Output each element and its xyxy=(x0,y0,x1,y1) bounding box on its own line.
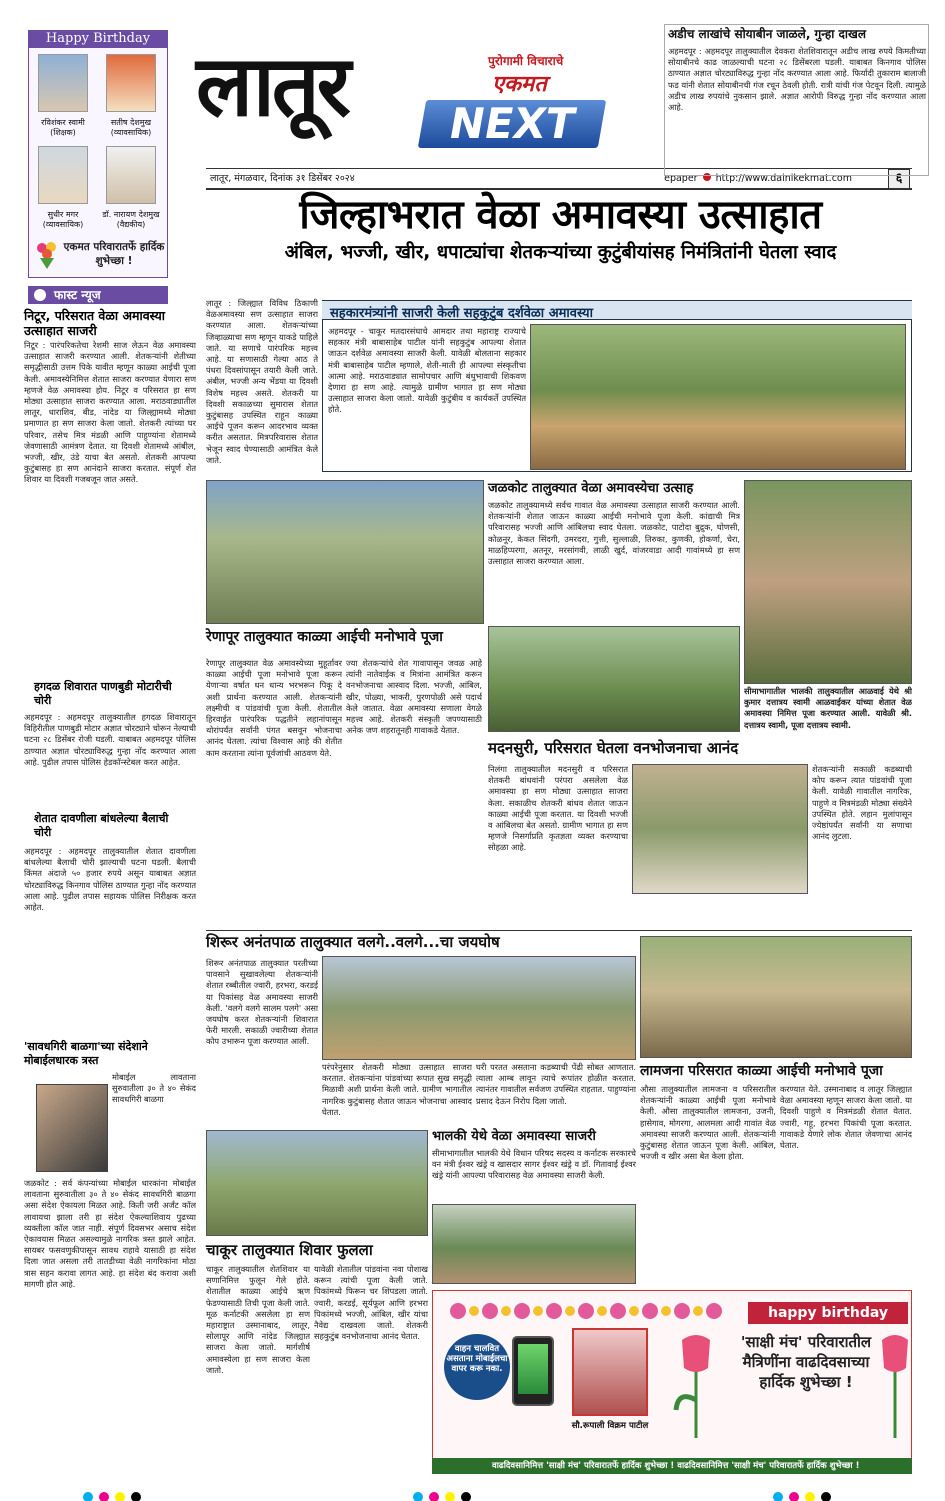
portrait-photo xyxy=(572,1328,648,1416)
person-name: सौ.रूपाली विक्रम पाटील xyxy=(571,1421,649,1431)
phone-photo xyxy=(36,1084,108,1172)
fast-news-header: फास्ट न्यूज xyxy=(28,286,168,304)
color-dot-icon xyxy=(789,1492,799,1501)
person-name: सतीष देशमुख (व्यावसायिक) xyxy=(110,118,152,137)
story-body: घरी परतत असताना कडब्याची पेंढी सोबत आणतात. त्याला आम्ब लावून त्याचे रूपांतर होळीत करतात. त्यानंतर गावातील सर्वजण उपस्थित राहतात. पाहुण्यांना प्रसाद देऊन निरोप दिला जातो. xyxy=(476,1062,636,1106)
story-headline: मदनसुरी, परिसरात घेतला वनभोजनाचा आनंद xyxy=(488,739,739,757)
story-body: निलंगा तालुक्यातील मदनसुरी व परिसरात शेतकरी बांधवांनी परंपरा असलेला वेळ अमावस्या हा सण मोठ्या उत्साहात साजरा केला. सकाळीच शेतकरी बांधव शेतात जाऊन काळ्या आईची पूजा करतात. या दिवशी भज्जी व आंबिलचा बेत असतो. ग्रामीण भागात हा सण म्हणजे निसर्गाप्रति कृतज्ञता व्यक्त करण्याचा सोहळा आहे. xyxy=(488,764,628,853)
story-body-continued xyxy=(632,896,808,928)
flower-bouquet-icon xyxy=(34,240,60,270)
story-body: औसा तालुक्यातील लामजना व परिसरातील शेतकऱ्यांनी काळ्या आईची पूजा मनोभावे केली. औसा तालुक्यातील लामजना, उजनी, हासेगाव, मोगरगा, आलमला आदी गावांत वेळ अमावस्या साजरी करण्यात आली. शेतकऱ्यांनी कुटुंबासह शेतात जाऊन पूजा केली. आंबिल, भज्जी व खीर असा बेत केला होता. xyxy=(640,1084,776,1162)
story-headline: रेणापूर तालुक्यात काळ्या आईची मनोभावे पूजा xyxy=(206,629,443,645)
color-dot-icon xyxy=(83,1492,93,1501)
story-body: अहमदपूर : अहमदपूर तालुक्यातील देवकरा शेतशिवारातून अडीच लाख रुपये किमतीच्या सोयाबीनचे काढ जाळल्याची घटना २८ डिसेंबरला घडली. याबाबत किनगाव पोलिस ठाण्यात अज्ञात चोरट्याविरुद्ध गुन्हा नोंद करण्यात आला आहे. फिर्यादी तुकाराम बालाजी फड यांनी शेतात सोयाबीनची गंज रचून ठेवली होती. रात्री यांची गंज पेटवून दिली. त्यामुळे अडीच लाख रुपयांचे नुकसान झाले. अज्ञात आरोपी विरुद्ध गुन्हा नोंद करण्यात आला आहे. xyxy=(668,46,926,113)
story-body-top: मोबाईल लावताना सुरुवातीला ३० ते ४० सेकंद सावधगिरी बाळगा xyxy=(112,1072,196,1105)
story-headline: भालकी येथे वेळा अमावस्या साजरी xyxy=(432,1129,596,1144)
story-headline: लामजना परिसरात काळ्या आईची मनोभावे पूजा xyxy=(640,1063,883,1079)
news-photo xyxy=(206,480,484,624)
story-body: जळकोट तालुक्यामध्ये सर्वच गावात वेळ अमावस्या उत्साहात साजरी करण्यात आली. शेतकऱ्यांनी शेतात जाऊन काळ्या आईची मनोभावे पूजा केली. कांद्याची मित्र परिवारासह भज्जी आणि आंबिलचा स्वाद घेतला. जळकोट, पाटोदा बुद्रुक, घोणसी, कोळनूर, केकत सिंदगी, उमरदरा, गुत्ती, सुल्लाळी, तिरुका, कुणकी, होकर्णा, चेरा, माळहिप्परगा, अतनूर, मरसांगवी, लाळी खुर्द, वांजरवाडा आदी गावांमध्ये हा सण उत्साहात साजरा करण्यात आला. xyxy=(488,500,740,567)
story-headline: सहकारमंत्र्यांनी साजरी केली सहकुटुंब दर्शवेळा अमावस्या xyxy=(322,300,912,320)
color-dot-icon xyxy=(115,1492,125,1501)
news-photo xyxy=(530,324,906,470)
story-headline: हगदळ शिवारात पाणबुडी मोटारीची चोरी xyxy=(34,680,172,707)
story-body: ज्या शेतकऱ्यांचे शेत गावापासून जवळ आहे त्यांनी नातेवाईक व मित्रांना आमंत्रित करून वनभोजनाचा आस्वाद दिला. भज्जी, आंबिल, खीर, पोळ्या, भाकरी, पुरणपोळी असे पदार्थ केले जातात. वेळा अमावस्या सणाला वेगळे महत्त्व आहे. शेतकरी संस्कृती जपण्यासाठी अनेक जण शहरातूनही गावाकडे येतात. xyxy=(346,658,482,736)
color-dot-icon xyxy=(773,1492,783,1501)
masthead-lokmat-logo: एकमत xyxy=(492,71,547,97)
mobile-phone-icon xyxy=(512,1336,554,1406)
color-dot-icon xyxy=(429,1492,439,1501)
story-body: जळकोट : सर्व कंपन्यांच्या मोबाईल धारकांना मोबाईल लावताना सुरुवातीला ३० ते ४० सेकंद सावधगिरी बाळगा असा संदेश ऐकायला मिळत आहे. किती जरी अर्जंट कॉल लावायचा झाला तरी हा संदेश ऐकल्याशिवाय पुढच्या व्यक्तीला कॉल जात नाही. संपूर्ण दिवसभर असाच संदेश ऐकावयास मिळत असल्यामुळे नागरिक त्रस्त झाले आहेत. सायबर फसवणुकीपासून सावध राहावे यासाठी हा संदेश दिला जात असला तरी तातडीच्या वेळी नागरिकांना मोठा त्रास सहन करावा लागत आहे. हा संदेश बंद करावा अशी मागणी होत आहे. xyxy=(24,1178,196,1289)
tulip-flower-icon xyxy=(878,1330,912,1440)
left-sidebar xyxy=(0,0,198,1501)
print-registration-strip xyxy=(0,1484,945,1501)
story-body: यावेळी शेतातील पांडवांना नवा पोशाख करून त्यांची पूजा केली जाते. पिकांमध्ये फिरून चर शिंपडला जातो. ज्वारी, करडई, सूर्यफूल आणि हरभरा पिकांमध्ये भज्जी, आंबिल, खीर यांचा नैवेद्य दाखवला जातो. शेतकरी सहकुटुंब वनभोजनाचा आनंद घेतात. xyxy=(314,1264,428,1342)
portrait-photo xyxy=(38,146,88,204)
story-body: करण्यात येते. उस्मानाबाद व लातूर जिल्ह्यात वेळा अमावस्या म्हणून साजरा केला जातो. या दिवशी पाहुणे व मित्रमंडळी शेतात येतात. ज्वारी, गहू, हरभरा पिकांची पूजा करतात. गावाकडे येणारे लोक शेतात जेवणाचा आनंद घेतात. xyxy=(780,1084,912,1151)
flower-border-icon xyxy=(446,1300,726,1322)
news-photo xyxy=(432,1204,636,1284)
color-dot-icon xyxy=(805,1492,815,1501)
road-safety-badge: वाहन चालवित असताना मोबाईलचा वापर करू नका. xyxy=(444,1334,510,1400)
portrait-photo xyxy=(38,54,88,112)
page-number: ६ xyxy=(888,169,910,189)
portrait-photo xyxy=(106,146,156,204)
story-body: शेतकऱ्यांनी सकाळी कडब्याची कोप करून त्यात पांडवांची पूजा केली. यावेळी गावातील नागरिक, पाहुणे व मित्रमंडळी मोठ्या संख्येने उपस्थित होते. लहान मुलांपासून ज्येष्ठांपर्यंत सर्वांनी या सणाचा आनंद लुटला. xyxy=(812,764,912,842)
color-dot-icon xyxy=(461,1492,471,1501)
news-photo xyxy=(322,956,636,1060)
story-body: सीमाभागातील भालकी येथे विधान परिषद सदस्य व कर्नाटक सरकारचे वन मंत्री ईश्वर खंड्रे व खासदार सागर ईश्वर खंड्रे व डॉ. गितावाई ईश्वर खंड्रे यांनी आपल्या परिवारासह वेळ अमावस्या साजरी केली. xyxy=(432,1148,636,1181)
story-body: अहमदपूर : अहमदपूर तालुक्यातील शेतात दावणीला बांधलेल्या बैलाची चोरी झाल्याची घटना घडली. बैलाची किंमत अंदाजे ५० हजार रुपये असून याबाबत अज्ञात चोरट्याविरुद्ध किनगाव पोलिस ठाण्यात गुन्हा नोंद करण्यात आला आहे. पुढील तपास सहायक पोलिस निरीक्षक करत आहेत. xyxy=(24,846,196,913)
color-dot-icon xyxy=(99,1492,109,1501)
story-body: शिरूर अनंतपाळ तालुक्यात परतीच्या पावसाने सुखावलेल्या शेतकऱ्यांनी शेतात रब्बीतील ज्वारी, हरभरा, करडई या पिकांसह वेळ अमावस्या साजरी केली. 'वलगे वलगे सालम पलगे' असा जयघोष करत शेतकऱ्यांनी शिवारात फेरी मारली. सकाळी ज्वारीच्या शेतात कोप उभारून पूजा करण्यात आली. xyxy=(206,958,318,1047)
story-headline: चाकूर तालुक्यात शिवार फुलला xyxy=(206,1241,373,1259)
person-name: रविशंकर स्वामी (शिक्षक) xyxy=(41,118,85,137)
story-headline: शिरूर अनंतपाळ तालुक्यात वलगे..वलगे...चा जयघोष xyxy=(206,933,500,951)
divider xyxy=(206,930,912,931)
story-body: अहमदपूर - चाकूर मतदारसंघाचे आमदार तथा महाराष्ट्र राज्याचे सहकार मंत्री बाबासाहेब पाटील यांनी सहकुटुंब आपल्या शेतात जाऊन दर्शवेळ अमावस्या साजरी केली. यावेळी बोलताना सहकार मंत्री बाबासाहेब पाटील म्हणाले, शेती-माती ही आपल्या संस्कृतीचा आत्मा आहे. मराठवाड्यात सामोपचार आणि बंधुभावाची शिकवण देणारा हा सण आहे. त्यामुळे ग्रामीण भागात हा सण मोठ्या उत्साहात साजरा केला जातो. यावेळी कुटुंबीय व कार्यकर्ते उपस्थित होते. xyxy=(328,326,526,415)
story-headline: 'सावधगिरी बाळगा'च्या संदेशाने मोबाईलधारक त्रस्त xyxy=(24,1040,148,1067)
news-photo xyxy=(632,764,808,894)
main-headline: जिल्हाभरात वेळा अमावस्या उत्साहात xyxy=(299,191,822,238)
story-body: अहमदपूर : अहमदपूर तालुक्यातील हगदळ शिवारातून विहिरीतील पाणबुडी मोटार अज्ञात चोरट्याने चोरून नेल्याची घटना २८ डिसेंबर रोजी घडली. याबाबत अहमदपूर पोलिस ठाण्यात अज्ञात चोरट्याविरुद्ध गुन्हा नोंद करण्यात आला आहे. पुढील तपास पोलिस हेडकॉन्स्टेबल करत आहेत. xyxy=(24,712,196,767)
story-body: लातूर : जिल्ह्यात विविध ठिकाणी वेळअमावस्या सण उत्साहात साजरा करण्यात आला. शेतकऱ्यांच्या जिव्हाळ्याचा सण म्हणून याकडे पाहिले जाते. या सणाचे पारंपरिक महत्त्व आहे. या सणासाठी गेल्या आठ ते पंधरा दिवसांपासून तयारी केली जाते. अंबील, भज्जी अन्य भेंडया या दिवशी विशेष महत्त्व असते. शेतकरी या दिवशी सकाळच्या सुमारास शेतात कुटुंबासह उपस्थित राहून काळ्या आईचे पूजन करून आदरभाव व्यक्त करीत असतात. मित्रपरिवारास शेतात भेजून स्वाद घेण्यासाठी आमंत्रित केले जाते. xyxy=(206,298,318,465)
color-dot-icon xyxy=(445,1492,455,1501)
story-body: निटूर : पारंपरिकतेचा रेशमी साज लेऊन वेळ अमावस्या उत्साहात साजरी करण्यात आली. शेतकऱ्यांनी शेतीच्या समृद्धीसाठी उत्तम पिके यावीत म्हणून काळ्या आईची पूजा केली. अमावस्येनिमित्त शेतात साजरा करण्यात येणारा सण म्हणजे वेळ अमावस्या होय. निटूर व परिसरात हा सण मोठ्या उत्साहात साजरा करण्यात आला. मराठवाड्यातील लातूर, धाराशिव, बीड, नांदेड या जिल्ह्यामध्ये मोठ्या प्रमाणात हा सण साजरा केला जातो. शेतकरी त्यांच्या घर परिवार, तसेच मित्र मंडळी आणि पाहुण्यांना शेतामध्ये जेवणासाठी आमंत्रण देतात. या दिवशी शेतामध्ये आंबील, भज्जी, खीर, उंडे याचा बेत असतो. शेतकरी आपल्या कुटुंबासह हा सण आनंदाने साजरा करतात. संपूर्ण शेत शिवार या दिवशी गजबजून जात असते. xyxy=(24,340,196,485)
news-photo xyxy=(206,1130,428,1236)
color-dot-icon xyxy=(131,1492,141,1501)
story-headline: अडीच लाखांचे सोयाबीन जाळले, गुन्हा दाखल xyxy=(668,27,866,41)
news-photo xyxy=(744,480,912,684)
story-headline: जळकोट तालुक्यात वेळा अमावस्येचा उत्साह xyxy=(488,481,694,496)
masthead-next-logo: NEXT xyxy=(418,100,606,148)
color-dot-icon xyxy=(413,1492,423,1501)
wishes-text: 'साक्षी मंच' परिवारातील मैत्रिणींना वाढदिवसाच्या हार्दिक शुभेच्छा ! xyxy=(740,1333,872,1391)
story-headline: निटूर, परिसरात वेळा अमावस्या उत्साहात साजरी xyxy=(24,308,166,338)
wishes-text: एकमत परिवारातर्फे हार्दिक शुभेच्छा ! xyxy=(63,241,165,267)
masthead-title: लातूर xyxy=(196,36,348,135)
main-subheadline: अंबिल, भज्जी, खीर, धपाट्यांचा शेतकऱ्यांच्या कुटुंबीयांसह निमंत्रितांनी घेतला स्वाद xyxy=(284,242,837,263)
tulip-flower-icon xyxy=(668,1330,724,1440)
story-body: रेणापूर तालुक्यात वेळ अमावस्येच्या मुहूर्तावर काळ्या आईची पूजा मनोभावे पूजा करून येणाऱ्या वर्षात धन धान्य भरभरून पिकू दे अशी प्रार्थना करण्यात आली. शेतकऱ्यांनी लक्ष्मीची व पांडवांची पूजा केली. शेतातील हिरवाईत पारंपरिक पद्धतीने लहानांपासून थोरांपर्यंत सर्वांनी पंगत बसवून भोजनाचा आनंद घेतला. त्यांचा विश्वास आहे की शेतीत काम करताना त्यांना पूर्वजांची आठवण येते. xyxy=(206,658,342,758)
news-photo xyxy=(488,626,740,732)
birthday-title: Happy Birthday xyxy=(28,30,168,48)
news-photo xyxy=(640,936,912,1058)
person-name: सुधीर मगर (व्यावसायिक) xyxy=(42,210,84,229)
masthead-tagline: पुरोगामी विचाराचे xyxy=(488,54,564,68)
dateline: लातूर, मंगळवार, दिनांक ३१ डिसेंबर २०२४ epaper http://www.dainikekmat.com xyxy=(210,173,852,184)
happy-birthday-banner: happy birthday xyxy=(748,1302,908,1324)
story-body: परंपरेनुसार शेतकरी मोठ्या उत्साहात साजरा करतात. शेतकऱ्यांना पांडवांच्या रूपात सुख समृद्धी मिळावी अशी प्रार्थना केली जाते. ग्रामीण भागातील नागरिक कुटुंबासह शेतात जाऊन भोजनाचा आस्वाद घेतात. xyxy=(322,1062,472,1117)
photo-caption: सीमाभागातील भालकी तालुक्यातील आळवाई येथे श्री कुमार दत्तात्रय स्वामी आळवाईकर यांच्या शेतात वेळ अमावस्या निमित्त पूजा करण्यात आली. यावेळी श्री. दत्तात्रय स्वामी, पूजा दत्तात्रय स्वामी. xyxy=(744,686,912,730)
story-headline: शेतात दावणीला बांधलेल्या बैलाची चोरी xyxy=(34,812,169,839)
portrait-photo xyxy=(106,54,156,112)
birthday-ticker: वाढदिवसानिमित्त 'साक्षी मंच' परिवारातर्फे हार्दिक शुभेच्छा ! वाढदिवसानिमित्त 'साक्षी मंच' परिवारातर्फे हार्दिक शुभेच्छा ! xyxy=(432,1458,912,1474)
person-name: डॉ. नारायण देशमुख (वैद्यकीय) xyxy=(102,210,160,229)
story-body: चाकूर तालुक्यातील शेतशिवार या सणानिमित्त फुलून गेले होते. शेतातील काळ्या आईचे ऋण फेडण्यासाठी तिची पूजा केली जाते. मूळ कर्नाटकी असलेला हा सण महाराष्ट्रात उस्मानाबाद, लातूर, सोलापूर आणि नांदेड जिल्ह्यात साजरा केला जातो. मार्गशीर्ष अमावस्येला हा सण साजरा केला जातो. xyxy=(206,1264,310,1375)
news-icon xyxy=(34,289,46,301)
color-dot-icon xyxy=(821,1492,831,1501)
